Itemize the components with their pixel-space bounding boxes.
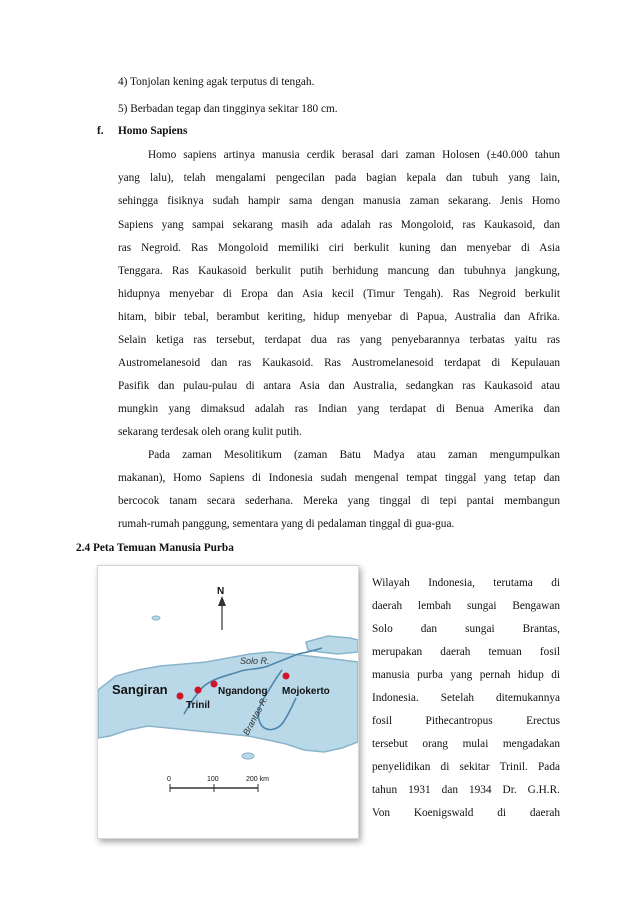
label-ngandong: Ngandong — [218, 686, 268, 697]
side-text-line: Wilayah Indonesia, terutama di — [372, 577, 560, 589]
scale-label-200: 200 km — [246, 776, 269, 783]
site-trinil-dot — [195, 687, 202, 694]
site-mojokerto-dot — [283, 673, 290, 680]
site-ngandong-dot — [211, 681, 218, 688]
paragraph-line: Sapiens yang sampai sekarang masih ada adalah ras Mongoloid, ras Kaukasoid, dan — [118, 219, 560, 231]
side-text-line: daerah lembah sungai Bengawan — [372, 600, 560, 612]
paragraph-line: ras Negroid. Ras Mongoloid memiliki ciri berkulit kuning dan menyebar di Asia — [118, 242, 560, 254]
paragraph-line: makanan), Homo Sapiens di Indonesia sudah mengenal tempat tinggal yang tetap dan — [118, 472, 560, 484]
side-text-line: merupakan daerah temuan fosil — [372, 646, 560, 658]
paragraph-line: yang lalu), telah mengalami pengecilan pada bagian kepala dan tubuh yang lain, — [118, 172, 560, 184]
side-text-line: Solo dan sungai Brantas, — [372, 623, 560, 635]
label-trinil: Trinil — [186, 700, 210, 711]
section-2-4-heading: 2.4 Peta Temuan Manusia Purba — [76, 542, 234, 554]
small-island — [152, 616, 160, 620]
paragraph-line: Homo sapiens artinya manusia cerdik berasal dari zaman Holosen (±40.000 tahun — [148, 149, 560, 161]
label-sangiran: Sangiran — [112, 682, 168, 697]
map-figure — [97, 565, 359, 839]
paragraph-line: Pada zaman Mesolitikum (zaman Batu Madya atau zaman mengumpulkan — [148, 449, 560, 461]
side-text-line: penyelidikan di sekitar Trinil. Pada — [372, 761, 560, 773]
north-label: N — [217, 586, 225, 597]
section-f-title: Homo Sapiens — [118, 125, 188, 137]
side-text-line: fosil Pithecantropus Erectus — [372, 715, 560, 727]
paragraph-line: Austromelanesoid dan ras Kaukasoid. Ras Austromelanesoid terdapat di Kepulauan — [118, 357, 560, 369]
java-island — [98, 652, 358, 752]
side-text-line: manusia purba yang pernah hidup di — [372, 669, 560, 681]
paragraph-line: Tenggara. Ras Kaukasoid berkulit putih berhidung mancung dan tubuhnya jangkung, — [118, 265, 560, 277]
north-arrow-head — [218, 596, 226, 606]
label-brantas-river: Brantas R. — [240, 694, 270, 737]
paragraph-line: bercocok tanam secara sederhana. Mereka yang tinggal di tepi pantai membangun — [118, 495, 560, 507]
list-item-5: 5) Berbadan tegap dan tingginya sekitar 180 cm. — [118, 103, 338, 115]
label-mojokerto: Mojokerto — [282, 686, 330, 697]
paragraph-line: hitam, bibir tebal, berambut keriting, hidup menyebar di Papua, Australia dan Afrika. — [118, 311, 560, 323]
paragraph-line: Selain ketiga ras tersebut, terdapat dua ras yang penyebarannya terbatas yaitu ras — [118, 334, 560, 346]
side-text-line: tahun 1931 dan 1934 Dr. G.H.R. — [372, 784, 560, 796]
scale-label-0: 0 — [167, 776, 171, 783]
paragraph-line: sekarang terdesak oleh orang kulit putih. — [118, 426, 302, 438]
section-f-marker: f. — [97, 125, 104, 137]
label-solo-river: Solo R. — [240, 656, 270, 666]
map-svg — [98, 566, 358, 838]
paragraph-line: Pasifik dan pulau-pulau di antara Asia dan Australia, sedangkan ras Kaukasoid atau — [118, 380, 560, 392]
site-sangiran-dot — [177, 693, 184, 700]
list-item-4: 4) Tonjolan kening agak terputus di tengah. — [118, 76, 315, 88]
side-text-line: tersebut orang mulai mengadakan — [372, 738, 560, 750]
paragraph-line: rumah-rumah panggung, sementara yang di pedalaman tinggal di gua-gua. — [118, 518, 455, 530]
paragraph-line: mungkin yang dimaksud adalah ras Indian yang terdapat di Benua Amerika dan — [118, 403, 560, 415]
madura-island — [306, 636, 358, 654]
side-text-line: Von Koenigswald di daerah — [372, 807, 560, 819]
paragraph-line: sehingga fisiknya sudah hampir sama dengan manusia zaman sekarang. Jenis Homo — [118, 195, 560, 207]
paragraph-line: hidupnya menyebar di Eropa dan Asia kecil (Timur Tengah). Ras Negroid berkulit — [118, 288, 560, 300]
scale-label-100: 100 — [207, 776, 219, 783]
side-text-line: Indonesia. Setelah ditemukannya — [372, 692, 560, 704]
small-island — [242, 753, 254, 759]
